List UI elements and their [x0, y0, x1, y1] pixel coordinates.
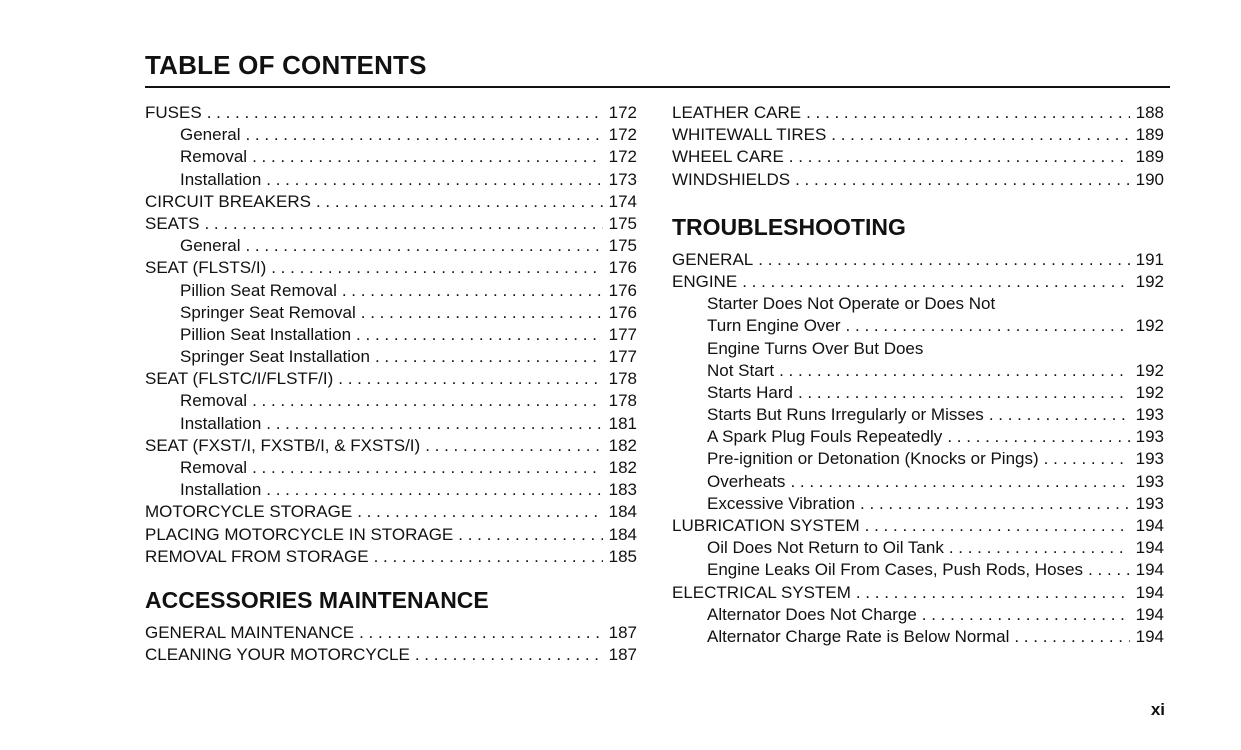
toc-subentry[interactable] [672, 559, 1164, 581]
toc-entry-page-number: 172 [608, 103, 637, 122]
toc-entry-list [672, 102, 1164, 191]
toc-entry-label: Starts Hard [707, 382, 793, 402]
toc-entry-page-number: 193 [1135, 449, 1164, 469]
toc-entry-label: Pillion Seat Removal [180, 280, 337, 300]
toc-entry-page-number: 193 [1135, 405, 1164, 425]
dot-leader [758, 249, 1129, 271]
toc-entry-page-number: 194 [1135, 538, 1164, 558]
toc-entry-label: Pre-ignition or Detonation (Knocks or Pings) [707, 449, 1039, 469]
toc-subentry[interactable] [145, 302, 637, 324]
toc-subentry[interactable] [145, 346, 637, 368]
toc-subentry[interactable] [145, 235, 637, 257]
dot-leader [374, 546, 603, 568]
toc-entry-page-number: 177 [608, 324, 637, 344]
dot-leader [947, 426, 1129, 448]
dot-leader [458, 524, 602, 546]
toc-subentry[interactable] [145, 390, 637, 412]
toc-subentry[interactable] [672, 360, 1164, 382]
toc-subentry[interactable] [672, 338, 1164, 360]
dot-leader [342, 280, 603, 302]
toc-entry-page-number: 194 [1135, 604, 1164, 624]
dot-leader [252, 457, 603, 479]
section-heading-accessories-maintenance: ACCESSORIES MAINTENANCE [145, 586, 489, 613]
title-divider [145, 86, 1170, 88]
dot-leader [922, 604, 1130, 626]
toc-entry-page-number: 194 [1135, 626, 1164, 646]
toc-entry[interactable] [145, 524, 637, 546]
toc-entry-page-number: 183 [608, 480, 637, 500]
toc-entry-page-number: 176 [608, 280, 637, 300]
toc-entry-page-number: 194 [1135, 516, 1164, 535]
dot-leader [949, 537, 1130, 559]
toc-entry-label: Installation [180, 480, 262, 500]
toc-subentry[interactable] [672, 604, 1164, 626]
toc-entry-page-number: 173 [608, 169, 637, 189]
toc-entry-page-number: 192 [1135, 316, 1164, 336]
toc-entry-label: FUSES [145, 103, 202, 122]
dot-leader [865, 515, 1130, 537]
toc-entry-label: PLACING MOTORCYCLE IN STORAGE [145, 524, 454, 544]
toc-subentry[interactable] [145, 479, 637, 501]
toc-entry-page-number: 189 [1135, 125, 1164, 145]
toc-entry-label: MOTORCYCLE STORAGE [145, 502, 353, 522]
toc-entry[interactable] [672, 271, 1164, 293]
toc-entry-label: Oil Does Not Return to Oil Tank [707, 538, 944, 558]
toc-entry-label: ELECTRICAL SYSTEM [672, 582, 851, 602]
toc-entry-page-number: 189 [1135, 147, 1164, 167]
dot-leader [1014, 626, 1129, 648]
toc-entry[interactable] [672, 582, 1164, 604]
toc-entry-label: SEAT (FXST/I, FXSTB/I, & FXSTS/I) [145, 435, 421, 455]
dot-leader [846, 315, 1130, 337]
dot-leader [245, 124, 602, 146]
dot-leader [356, 324, 603, 346]
toc-entry-list [145, 622, 637, 666]
toc-entry-label: Overheats [707, 471, 786, 491]
toc-entry-list [145, 102, 637, 568]
dot-leader [806, 102, 1130, 124]
dot-leader [415, 644, 603, 666]
toc-entry-page-number: 193 [1135, 493, 1164, 513]
toc-entry-label: Alternator Does Not Charge [707, 604, 917, 624]
dot-leader [361, 302, 603, 324]
toc-entry-label: Pillion Seat Installation [180, 324, 352, 344]
toc-entry-label: Starter Does Not Operate or Does Not [707, 294, 996, 314]
toc-entry-page-number: 192 [1135, 382, 1164, 402]
toc-entry-page-number: 178 [608, 369, 637, 389]
toc-subentry[interactable] [672, 404, 1164, 426]
toc-subentry[interactable] [672, 293, 1164, 315]
toc-entry-page-number: 192 [1135, 360, 1164, 380]
toc-entry-list [672, 249, 1164, 648]
toc-subentry[interactable] [145, 324, 637, 346]
dot-leader [790, 471, 1129, 493]
toc-entry-label: Removal [180, 147, 248, 167]
toc-entry-page-number: 178 [608, 391, 637, 411]
toc-subentry[interactable] [145, 169, 637, 191]
toc-entry-label: Excessive Vibration [707, 493, 856, 513]
toc-entry[interactable] [672, 249, 1164, 271]
toc-entry-label: ENGINE [672, 271, 738, 291]
toc-subentry[interactable] [145, 280, 637, 302]
dot-leader [266, 169, 602, 191]
toc-subentry[interactable] [672, 426, 1164, 448]
toc-entry[interactable] [145, 191, 637, 213]
section-heading-troubleshooting: TROUBLESHOOTING [672, 213, 906, 240]
toc-left-column [145, 102, 637, 666]
toc-entry[interactable] [145, 622, 637, 644]
dot-leader [357, 501, 602, 523]
dot-leader [375, 346, 603, 368]
toc-entry-page-number: 194 [1135, 582, 1164, 602]
toc-entry-page-number: 192 [1135, 271, 1164, 291]
toc-subentry[interactable] [672, 448, 1164, 470]
toc-entry[interactable] [672, 102, 1164, 124]
dot-leader [359, 622, 603, 644]
toc-entry-label: Removal [180, 391, 248, 411]
toc-subentry[interactable] [672, 471, 1164, 493]
toc-subentry[interactable] [145, 124, 637, 146]
toc-subentry[interactable] [145, 413, 637, 435]
toc-entry[interactable] [672, 515, 1164, 537]
toc-entry-label: Starts But Runs Irregularly or Misses [707, 405, 984, 425]
toc-entry-page-number: 182 [608, 458, 637, 477]
toc-entry-label: Not Start [707, 360, 775, 380]
toc-right-column [672, 102, 1164, 648]
toc-entry[interactable] [145, 501, 637, 523]
toc-entry[interactable] [145, 546, 637, 568]
toc-entry-page-number: 175 [608, 213, 637, 233]
toc-entry-page-number: 177 [608, 347, 637, 367]
toc-entry-label: SEAT (FLSTC/I/FLSTF/I) [145, 369, 334, 389]
dot-leader [860, 493, 1130, 515]
dot-leader [831, 124, 1129, 146]
toc-entry-page-number: 182 [608, 435, 637, 455]
dot-leader [742, 271, 1129, 293]
toc-entry[interactable] [145, 368, 637, 390]
dot-leader [856, 582, 1130, 604]
toc-entry-page-number: 176 [608, 302, 637, 322]
page-number: xi [1150, 700, 1165, 719]
toc-entry-label: A Spark Plug Fouls Repeatedly [707, 427, 943, 447]
toc-entry-label: Springer Seat Removal [180, 302, 356, 322]
toc-entry-page-number: 194 [1135, 560, 1164, 580]
toc-subentry[interactable] [672, 626, 1164, 648]
toc-entry-page-number: 191 [1135, 249, 1164, 269]
dot-leader [338, 368, 602, 390]
toc-entry-page-number: 172 [608, 125, 637, 145]
toc-entry-label: Engine Turns Over But Does [707, 338, 924, 358]
toc-entry-page-number: 190 [1135, 169, 1164, 189]
dot-leader [316, 191, 603, 213]
toc-entry-page-number: 193 [1135, 427, 1164, 447]
toc-entry-page-number: 181 [608, 413, 637, 433]
toc-subentry[interactable] [672, 493, 1164, 515]
toc-entry-page-number: 176 [608, 258, 637, 278]
toc-entry-label: GENERAL MAINTENANCE [145, 622, 355, 642]
dot-leader [1044, 448, 1130, 470]
toc-entry-page-number: 187 [608, 645, 637, 665]
toc-entry-page-number: 185 [608, 546, 637, 566]
dot-leader [425, 435, 602, 457]
toc-subentry[interactable] [145, 457, 637, 479]
toc-entry[interactable] [145, 257, 637, 279]
toc-entry-page-number: 187 [608, 622, 637, 642]
toc-entry-label: LEATHER CARE [672, 103, 802, 122]
toc-entry-label: Removal [180, 458, 248, 477]
dot-leader [798, 382, 1130, 404]
toc-entry-label: Springer Seat Installation [180, 347, 370, 367]
toc-entry[interactable] [145, 102, 637, 124]
toc-entry[interactable] [672, 169, 1164, 191]
toc-subentry[interactable] [672, 537, 1164, 559]
dot-leader [271, 257, 602, 279]
toc-entry-page-number: 172 [608, 147, 637, 167]
dot-leader [266, 413, 602, 435]
toc-entry-label: CLEANING YOUR MOTORCYCLE [145, 645, 410, 665]
toc-subentry[interactable] [672, 315, 1164, 337]
dot-leader [989, 404, 1130, 426]
toc-entry-label: REMOVAL FROM STORAGE [145, 546, 369, 566]
toc-entry-label: SEATS [145, 213, 200, 233]
toc-subentry[interactable] [672, 382, 1164, 404]
toc-entry-label: SEAT (FLSTS/I) [145, 258, 267, 278]
dot-leader [795, 169, 1130, 191]
page-title: TABLE OF CONTENTS [145, 50, 427, 80]
toc-entry-label: WHITEWALL TIRES [672, 125, 827, 145]
toc-entry-page-number: 184 [608, 502, 637, 522]
toc-entry-label: Turn Engine Over [707, 316, 841, 336]
dot-leader [789, 146, 1130, 168]
toc-subentry[interactable] [145, 146, 637, 168]
dot-leader [245, 235, 602, 257]
toc-entry-label: Alternator Charge Rate is Below Normal [707, 626, 1010, 646]
toc-entry[interactable] [145, 435, 637, 457]
toc-entry-page-number: 188 [1135, 103, 1164, 122]
toc-entry-page-number: 175 [608, 236, 637, 256]
dot-leader [1088, 559, 1130, 581]
toc-entry-label: General [180, 236, 241, 256]
toc-entry-label: CIRCUIT BREAKERS [145, 191, 311, 211]
dot-leader [779, 360, 1130, 382]
toc-entry[interactable] [145, 644, 637, 666]
toc-entry-label: General [180, 125, 241, 145]
toc-entry-label: LUBRICATION SYSTEM [672, 516, 860, 535]
dot-leader [204, 213, 602, 235]
toc-entry[interactable] [672, 146, 1164, 168]
toc-entry-label: GENERAL [672, 249, 754, 269]
toc-entry-page-number: 174 [608, 191, 637, 211]
dot-leader [266, 479, 602, 501]
toc-entry-page-number: 184 [608, 524, 637, 544]
toc-entry-label: Engine Leaks Oil From Cases, Push Rods, Hoses [707, 560, 1084, 580]
dot-leader [252, 146, 603, 168]
toc-entry[interactable] [672, 124, 1164, 146]
toc-entry-label: Installation [180, 413, 262, 433]
toc-entry-label: Installation [180, 169, 262, 189]
toc-entry-label: WHEEL CARE [672, 147, 784, 167]
toc-entry[interactable] [145, 213, 637, 235]
toc-entry-label: WINDSHIELDS [672, 169, 791, 189]
dot-leader [207, 102, 603, 124]
toc-entry-page-number: 193 [1135, 471, 1164, 491]
dot-leader [252, 390, 603, 412]
